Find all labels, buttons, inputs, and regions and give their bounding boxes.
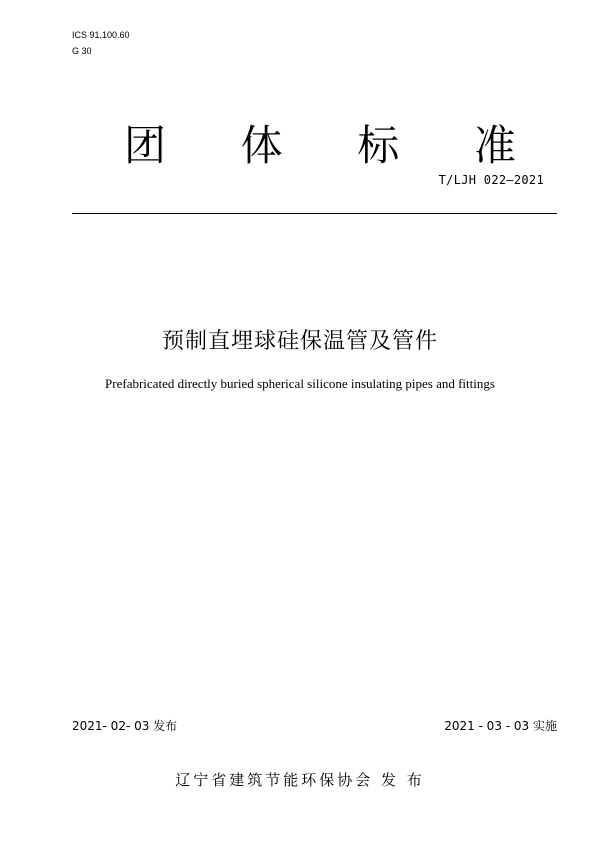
publisher: 辽宁省建筑节能环保协会 发 布 (175, 771, 425, 789)
issue-date: 2021- 02- 03 发布 (72, 719, 178, 733)
standard-number: T/LJH 022—2021 (438, 173, 544, 187)
standard-category-char: 体 (240, 121, 283, 170)
standard-category-title (120, 118, 520, 174)
ics-code: ICS 91.100.60 (72, 30, 130, 40)
standard-category-char: 准 (473, 121, 516, 170)
ccs-code: G 30 (72, 46, 92, 56)
standard-category-char: 团 (123, 121, 166, 170)
standard-category-char: 标 (357, 121, 400, 170)
header-divider (72, 213, 557, 214)
document-title-cn: 预制直埋球硅保温管及管件 (161, 329, 438, 354)
document-title-en: Prefabricated directly buried spherical silicone insulating pipes and fittings (105, 376, 495, 391)
implementation-date: 2021 - 03 - 03 实施 (444, 719, 557, 733)
